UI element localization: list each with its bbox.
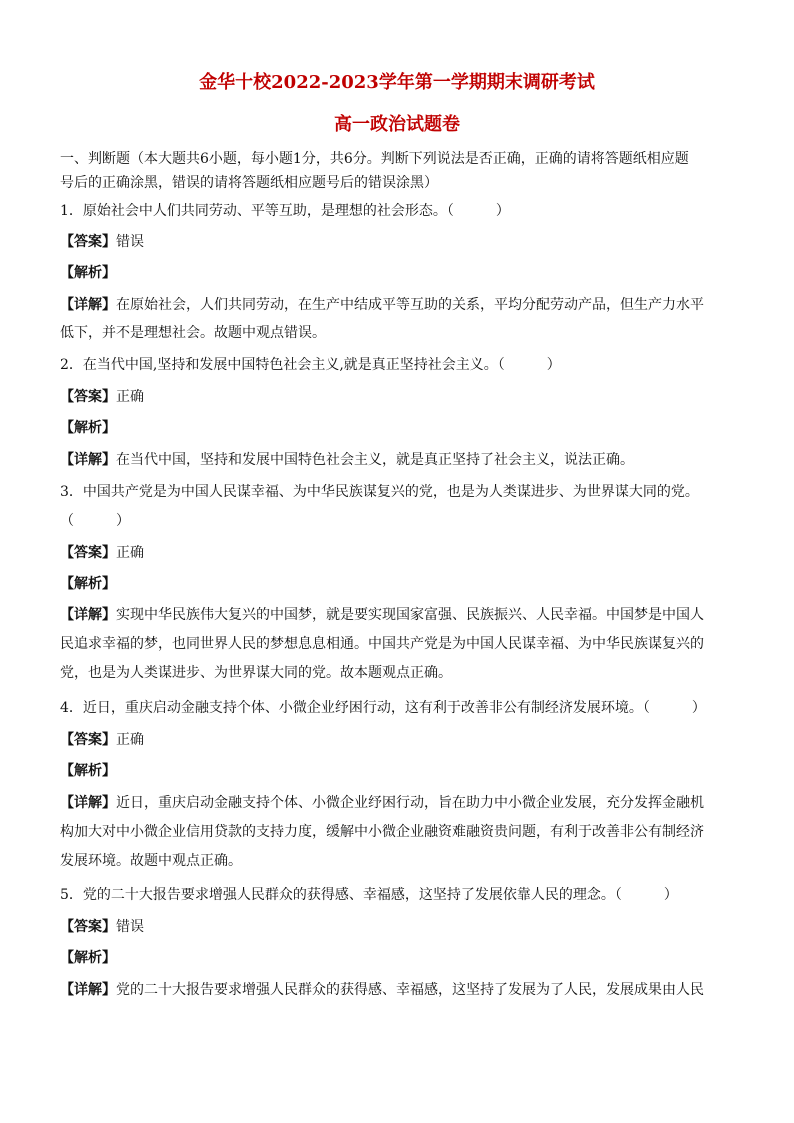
detail-text: 在当代中国，坚持和发展中国特色社会主义，就是真正坚持了社会主义，说法正确。 (116, 452, 634, 468)
detail-text: 党的二十大报告要求增强人民群众的获得感、幸福感，这坚持了发展为了人民，发展成果由人民 (116, 982, 704, 998)
question-5-answer (60, 916, 740, 938)
answer-label: 【答案】 (60, 545, 116, 561)
detail-label: 【详解】 (60, 452, 116, 468)
question-4-detail-cont: 构加大对中小微企业信用贷款的支持力度，缓解中小微企业融资难融资贵问题，有利于改善非公有制经济 (60, 824, 704, 840)
question-4-detail (60, 792, 740, 814)
question-3-detail (60, 604, 740, 626)
section-intro-cont: 号后的正确涂黑，错误的请将答题纸相应题号后的错误涂黑） (60, 175, 438, 191)
analysis-label: 【解析】 (60, 576, 116, 592)
answer-value: 正确 (116, 732, 144, 748)
answer-label: 【答案】 (60, 732, 116, 748)
detail-label: 【详解】 (60, 607, 116, 623)
question-4-stem: 4．近日，重庆启动金融支持个体、小微企业纾困行动，这有利于改善非公有制经济发展环境。（ ） (60, 700, 706, 716)
answer-value: 错误 (116, 919, 144, 935)
answer-label: 【答案】 (60, 234, 116, 250)
answer-value: 正确 (116, 545, 144, 561)
question-2-stem: 2．在当代中国,坚持和发展中国特色社会主义,就是真正坚持社会主义。（ ） (60, 357, 561, 373)
question-5-detail (60, 979, 740, 1001)
question-3-stem-cont: （ ） (60, 513, 130, 529)
question-3-analysis-label (60, 573, 740, 595)
detail-label: 【详解】 (60, 795, 116, 811)
answer-value: 正确 (116, 389, 144, 405)
detail-text: 在原始社会，人们共同劳动，在生产中结成平等互助的关系，平均分配劳动产品，但生产力水平 (116, 297, 704, 313)
answer-label: 【答案】 (60, 919, 116, 935)
question-1-stem: 1．原始社会中人们共同劳动、平等互助，是理想的社会形态。（ ） (60, 203, 510, 219)
question-2-analysis-label (60, 417, 740, 439)
question-3-stem: 3．中国共产党是为中国人民谋幸福、为中华民族谋复兴的党，也是为人类谋进步、为世界谋大同的党。 (60, 484, 699, 500)
section-intro: 一、判断题（本大题共6小题，每小题1分，共6分。判断下列说法是否正确，正确的请将答题纸相应题 (60, 151, 689, 167)
question-1-analysis-label (60, 262, 740, 284)
question-5-analysis-label (60, 947, 740, 969)
analysis-label: 【解析】 (60, 763, 116, 779)
answer-value: 错误 (116, 234, 144, 250)
detail-text: 实现中华民族伟大复兴的中国梦，就是要实现国家富强、民族振兴、人民幸福。中国梦是中国人 (116, 607, 704, 623)
question-5-stem: 5．党的二十大报告要求增强人民群众的获得感、幸福感，这坚持了发展依靠人民的理念。（ ） (60, 887, 678, 903)
exam-subtitle: 高一政治试题卷 (334, 114, 460, 135)
analysis-label: 【解析】 (60, 420, 116, 436)
question-4-detail-cont: 发展环境。故题中观点正确。 (60, 853, 242, 869)
question-3-detail-cont: 民追求幸福的梦，也同世界人民的梦想息息相通。中国共产党是为中国人民谋幸福、为中华民族谋复兴的 (60, 636, 704, 652)
question-3-detail-cont: 党，也是为人类谋进步、为世界谋大同的党。故本题观点正确。 (60, 665, 452, 681)
question-3-answer (60, 542, 740, 564)
analysis-label: 【解析】 (60, 950, 116, 966)
question-4-analysis-label (60, 760, 740, 782)
question-1-answer (60, 231, 740, 253)
question-2-detail (60, 449, 740, 471)
question-2-answer (60, 386, 740, 408)
question-1-detail-cont: 低下，并不是理想社会。故题中观点错误。 (60, 325, 326, 341)
question-1-detail (60, 294, 740, 316)
detail-label: 【详解】 (60, 297, 116, 313)
detail-text: 近日，重庆启动金融支持个体、小微企业纾困行动，旨在助力中小微企业发展，充分发挥金融机 (116, 795, 704, 811)
analysis-label: 【解析】 (60, 265, 116, 281)
detail-label: 【详解】 (60, 982, 116, 998)
question-4-answer (60, 729, 740, 751)
exam-title: 金华十校2022-2023学年第一学期期末调研考试 (199, 72, 595, 93)
answer-label: 【答案】 (60, 389, 116, 405)
